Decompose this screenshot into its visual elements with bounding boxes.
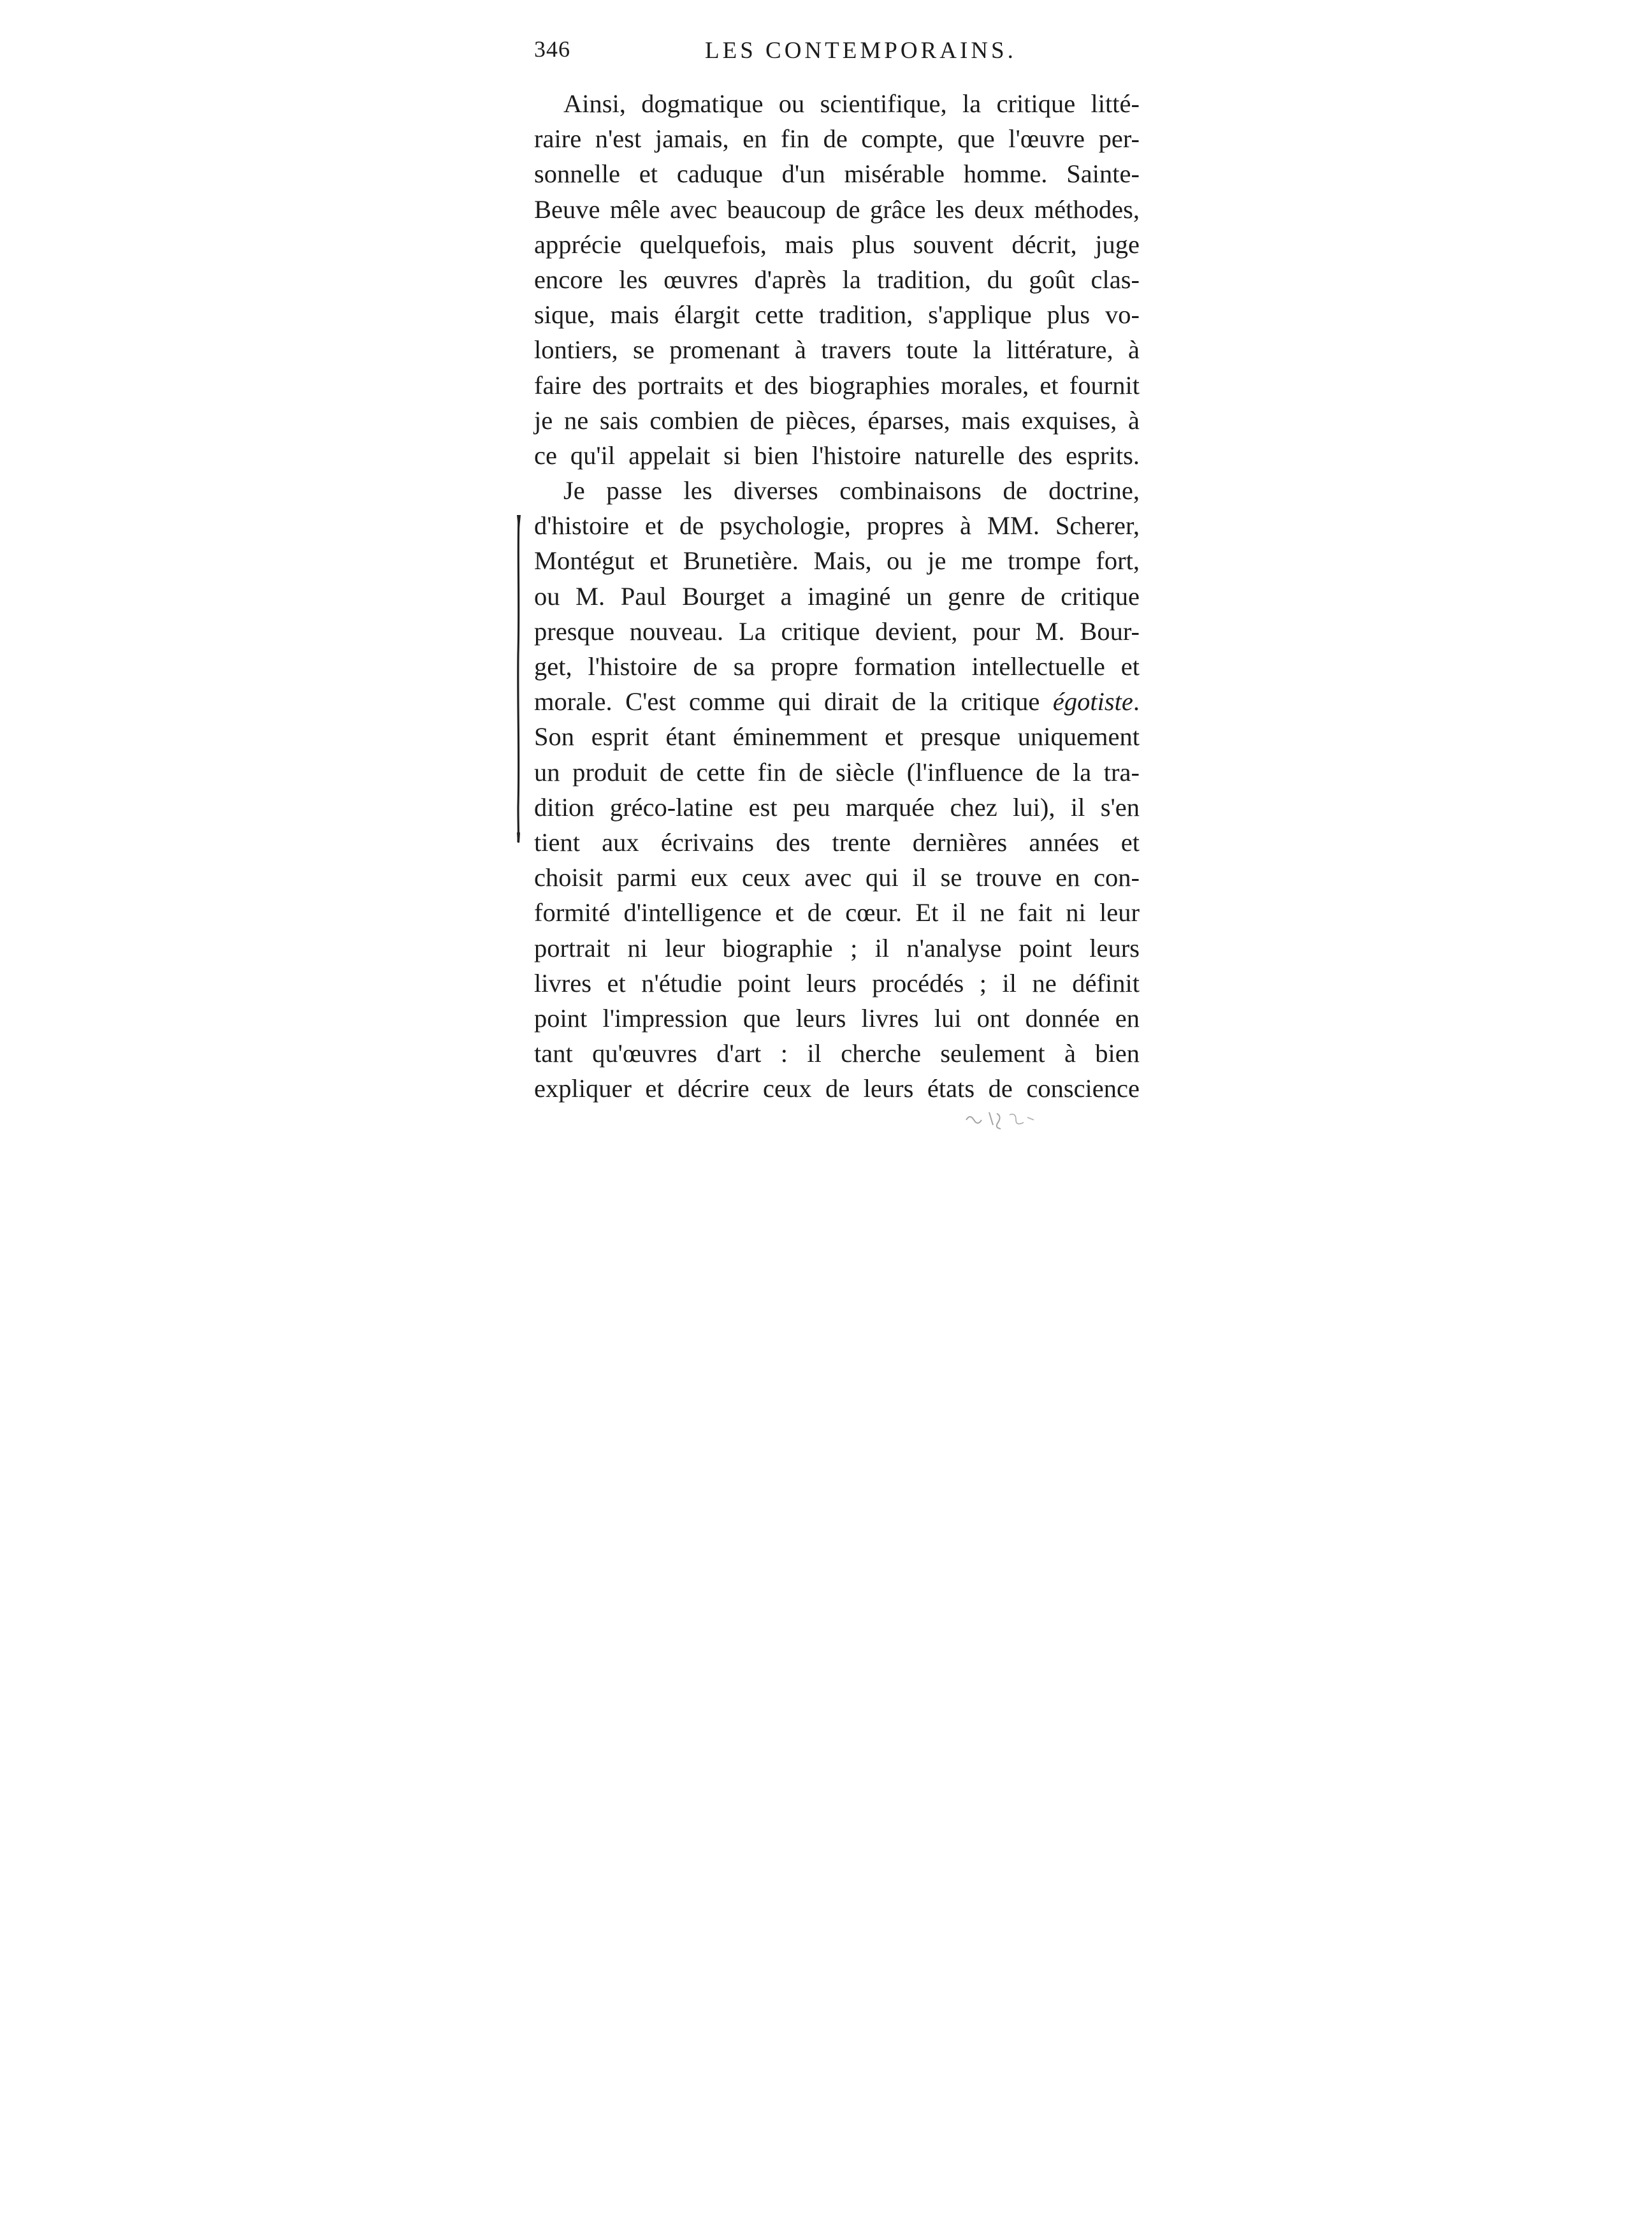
text-line: ce qu'il appelait si bien l'histoire naturelle des esprits. (534, 440, 1140, 470)
text-line: get, l'histoire de sa propre formation intellectuelle et (534, 652, 1140, 681)
text-line: sonnelle et caduque d'un misérable homme. Sainte- (534, 159, 1140, 189)
text-line: Ainsi, dogmatique ou scientifique, la critique litté- (563, 89, 1140, 118)
text-line: ou M. Paul Bourget a imaginé un genre de critique (534, 581, 1140, 611)
text-line: sique, mais élargit cette tradition, s'applique plus vo- (534, 300, 1140, 330)
text-line: tient aux écrivains des trente dernières années et (534, 827, 1140, 857)
text-line: lontiers, se promenant à travers toute la littérature, à (534, 335, 1140, 365)
text-line: point l'impression que leurs livres lui ont donnée en (534, 1003, 1140, 1033)
text-line: Son esprit étant éminemment et presque uniquement (534, 722, 1140, 751)
text-line: portrait ni leur biographie ; il n'analyse point leurs (534, 933, 1140, 962)
text-line: morale. C'est comme qui dirait de la critique égotiste. (534, 687, 1140, 716)
text-line: Je passe les diverses combinaisons de doctrine, (563, 476, 1140, 505)
italic-word: égotiste (1052, 687, 1133, 716)
text-line: un produit de cette fin de siècle (l'influence de la tra- (534, 757, 1140, 787)
page-header (534, 36, 1140, 74)
text-line: tant qu'œuvres d'art : il cherche seulement à bien (534, 1039, 1140, 1068)
text-line: livres et n'étudie point leurs procédés ; il ne définit (534, 968, 1140, 998)
text-line: encore les œuvres d'après la tradition, du goût clas- (534, 265, 1140, 294)
text-line: choisit parmi eux ceux avec qui il se trouve en con- (534, 863, 1140, 892)
text-line: formité d'intelligence et de cœur. Et il ne fait ni leur (534, 898, 1140, 927)
text-line: raire n'est jamais, en fin de compte, que l'œuvre per- (534, 124, 1140, 154)
text-line: presque nouveau. La critique devient, pour M. Bour- (534, 616, 1140, 646)
margin-line-mark (514, 514, 524, 844)
text-line: Montégut et Brunetière. Mais, ou je me trompe fort, (534, 546, 1140, 576)
page-number: 346 (534, 36, 570, 62)
text-line: dition gréco-latine est peu marquée chez lui), il s'en (534, 792, 1140, 822)
text-line: apprécie quelquefois, mais plus souvent décrit, juge (534, 229, 1140, 259)
text-line: je ne sais combien de pièces, éparses, mais exquises, à (534, 405, 1140, 435)
text-line: Beuve mêle avec beaucoup de grâce les deux méthodes, (534, 194, 1140, 224)
text-line: faire des portraits et des biographies morales, et fournit (534, 370, 1140, 400)
running-title: LES CONTEMPORAINS. (705, 38, 1017, 64)
text-line: d'histoire et de psychologie, propres à MM. Scherer, (534, 511, 1140, 541)
body-text (534, 86, 1140, 1106)
stray-ink-marks (964, 1106, 1047, 1131)
text-line: expliquer et décrire ceux de leurs états de conscience (534, 1074, 1140, 1103)
